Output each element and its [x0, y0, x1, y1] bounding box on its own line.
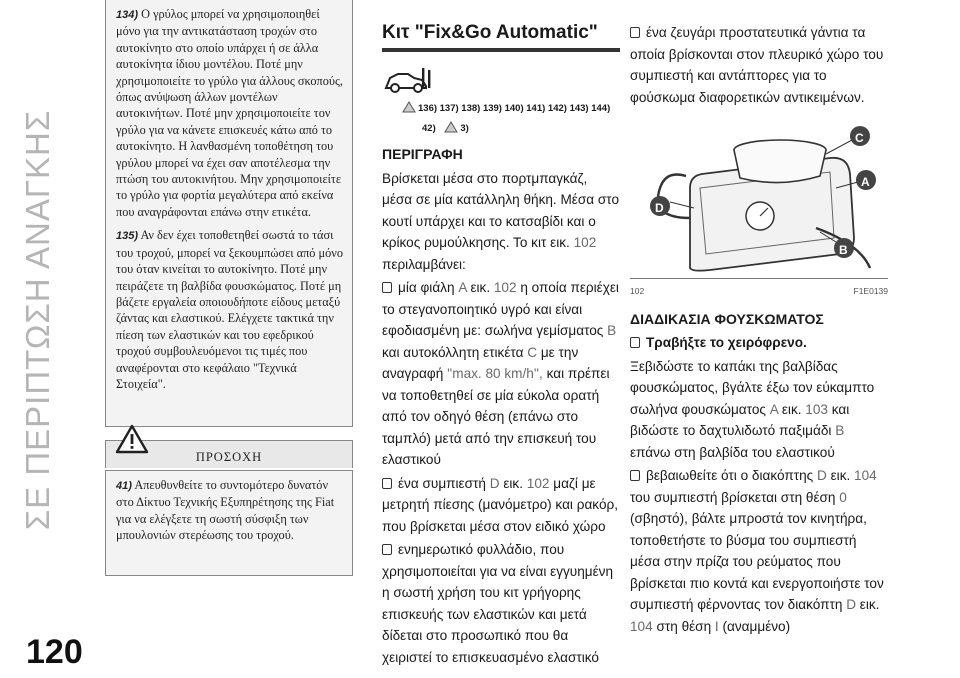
side-section-title-text: ΣΕ ΠΕΡΙΠΤΩΣΗ ΑΝΑΓΚΗΣ	[19, 109, 56, 531]
warning-text: Απευθυνθείτε το συντομότερο δυνατόν στο Δίκτυο Τεχνικής Εξυπηρέτησης της Fiat για να ελέγξετε τη σωστή σύσφιξη των μπουλονιών στερέωσης του τροχού.	[116, 478, 335, 543]
refs-text: 42)	[422, 123, 436, 134]
item-text: με την αναγραφή	[382, 344, 579, 381]
step-text: εικ.	[830, 468, 851, 483]
step-text: βεβαιωθείτε ότι ο διακόπτης	[646, 468, 814, 483]
switch-position: 0	[839, 489, 847, 505]
label-ref: D	[817, 468, 827, 483]
reference-row	[382, 64, 620, 134]
procedure-heading: ΔΙΑΔΙΚΑΣΙΑ ΦΟΥΣΚΩΜΑΤΟΣ	[630, 310, 824, 327]
refs-text: 3)	[460, 123, 469, 134]
item-text: εικ.	[470, 280, 491, 295]
item-text: ένα ζευγάρι προστατευτικά γάντια τα οποία βρίσκονται στον πλευρικό χώρο του συμπιεστή και αντάπτορες για το φούσκωμα διαφορετικών αντικειμένων.	[630, 25, 884, 105]
side-section-title	[8, 40, 68, 600]
step-text: (αναμμένο)	[722, 618, 791, 634]
label-ref: B	[835, 423, 845, 438]
checkbox-bullet-icon	[630, 337, 640, 348]
label-ref: B	[607, 323, 617, 338]
step-heading: Τραβήξτε το χειρόφρενο.	[646, 335, 807, 350]
figure-ref: 104	[630, 618, 653, 634]
step-text: στη θέση	[656, 618, 712, 634]
item-text: ενημερωτικό φυλλάδιο, που χρησιμοποιείται για να είναι εγγυημένη η σωστή χρήση του κιτ γρήγορης επισκευής των ελαστικών και μετά δίδεται στο προσωπικό που θα χειριστεί το επισκευασμένο ελαστικό	[382, 542, 614, 665]
note-134	[116, 6, 344, 220]
compressor-kit-illustration	[630, 118, 888, 278]
note-ref: 134)	[116, 9, 139, 21]
figure-ref: 102	[493, 280, 517, 295]
figure-ref: 103	[805, 401, 828, 417]
step-valve	[630, 356, 888, 464]
note-text: Ο γρύλος μπορεί να χρησιμοποιηθεί μόνο για την αντικατάσταση τροχών στο αυτοκίνητο στο οποίο υπάρχει ή σε άλλα αυτοκίνητα ίδιου μοντέλου. Ποτέ μην χρησιμοποιείτε το γρύλο για άλλους σκοπούς, όπως ανύψωση άλλων μοντέλων αυτοκινήτων. Ποτέ μην χρησιμοποιείτε τον γρύλο για να κάνετε επισκευές κάτω από το αυτοκίνητο. Η λανθασμένη τοποθέτηση του γρύλου μπορεί να έχει σαν αποτέλεσμα την πτώση του αυτοκινήτου. Μην χρησιμοποιείτε το γρύλο για φορτία μεγαλύτερα από εκείνα που αναγράφονται επάνω στην ετικέτα.	[116, 7, 343, 219]
warning-ref: 41)	[116, 480, 132, 492]
kit-figure	[630, 118, 888, 279]
step-text: και βιδώστε το δαχτυλιδωτό παξιμάδι	[630, 401, 850, 438]
item-text: μία φιάλη	[398, 280, 455, 295]
checkbox-bullet-icon	[382, 544, 392, 555]
item-text: ένα συμπιεστή	[398, 475, 486, 491]
section-title: Κιτ "Fix&Go Automatic"	[382, 22, 620, 52]
figure-label-c: C	[855, 131, 864, 145]
checkbox-bullet-icon	[382, 282, 392, 293]
checkbox-bullet-icon	[630, 470, 640, 481]
label-ref: D	[846, 597, 857, 612]
step-switch	[630, 465, 888, 637]
item-text: και αυτοκόλλητη ετικέτα	[382, 344, 524, 360]
checkbox-bullet-icon	[630, 27, 640, 38]
description-paragraph	[382, 168, 620, 276]
item-text: και πρέπει να τοποθετηθεί σε μία εύκολα ορατή από τον οδηγό θέση (επάνω στο ταμπλό) μετά από την επισκευή του ελαστικού	[382, 366, 610, 467]
label-ref: C	[527, 344, 538, 360]
caution-icon	[444, 121, 458, 133]
step-handbrake	[630, 332, 888, 354]
figure-ref: 104	[854, 468, 877, 483]
caution-icon	[402, 101, 416, 113]
step-text: εικ.	[859, 597, 880, 612]
warning-note	[116, 477, 344, 544]
label-ref: D	[489, 475, 500, 491]
step-text: επάνω στη βαλβίδα του ελαστικού	[630, 444, 835, 460]
list-item-bottle	[382, 277, 620, 471]
item-text: μαζί με μετρητή πίεσης (μανόμετρο) και ρακόρ, που βρίσκεται μέσα στον ειδικό χώρο	[382, 475, 619, 534]
step-text: (σβηστό), βάλτε μπροστά τον κινητήρα, τοποθετήστε το βύσμα του συμπιεστή μέσα στην πρίζα του ρεύματος που βρίσκεται πιο κοντά και ενεργοποιήστε τον συμπιεστή φέρνοντας τον διακόπτη	[630, 511, 884, 612]
step-text: Ξεβιδώστε το καπάκι της βαλβίδας φουσκώματος, βγάλτε έξω τον εύκαμπτο σωλήνα φουσκώματος	[630, 358, 875, 417]
warning-box	[105, 470, 353, 576]
middle-column	[382, 22, 620, 670]
warning-refs-line2	[422, 118, 469, 140]
step-text: εικ.	[781, 401, 802, 417]
figure-number: 102	[630, 286, 645, 296]
note-ref: 135)	[116, 230, 139, 243]
list-item-gloves	[630, 22, 888, 108]
description-text: περιλαμβάνει:	[382, 256, 466, 272]
description-text: Βρίσκεται μέσα στο πορτμπαγκάζ, μέσα σε μία κατάλληλη θήκη. Μέσα στο κουτί υπάρχει και το κατσαβίδι και ο κρίκος ρυμούλκησης. Το κιτ εικ.	[382, 170, 620, 250]
switch-position: I	[714, 618, 719, 634]
note-135	[116, 227, 344, 392]
figure-ref: 102	[573, 235, 597, 250]
figure-ref: 102	[526, 475, 550, 491]
figure-label-d: D	[655, 201, 664, 215]
step-text: του συμπιεστή βρίσκεται στη θέση	[630, 489, 836, 505]
item-text: η οποία περιέχει το στεγανοποιητικό υγρό και είναι εφοδιασμένη με: σωλήνα γεμίσματος	[382, 280, 619, 338]
figure-label-a: A	[861, 175, 870, 189]
list-item-leaflet	[382, 539, 620, 668]
warning-refs-line1	[402, 98, 610, 120]
left-column	[105, 0, 353, 678]
refs-text: 136) 137) 138) 139) 140) 141) 142) 143) 144)	[418, 103, 611, 114]
figure-label-b: B	[839, 243, 848, 257]
page-number: 120	[26, 633, 83, 671]
list-item-compressor	[382, 473, 620, 538]
description-heading: ΠΕΡΙΓΡΑΦΗ	[382, 146, 463, 162]
label-ref: A	[769, 401, 779, 417]
item-text: εικ.	[503, 475, 523, 491]
label-ref: A	[458, 280, 467, 295]
note-text: Αν δεν έχει τοποθετηθεί σωστά το τάσι του τροχού, μπορεί να ξεκουμπώσει από μόνο του όταν κινείται το αυτοκίνητο. Ποτέ μην πειράζετε τη βαλβίδα φουσκώματος. Ποτέ μη βάζετε εργαλεία οποιουδήποτε είδους μεταξύ ζάντας και ελαστικού. Ελέγχετε τακτικά την πίεση των ελαστικών και του εφεδρικού τροχού συμβουλευόμενοι τις τιμές που αναφέρονται στο κεφάλαιο "Τεχνικά Στοιχεία".	[116, 228, 343, 391]
figure-caption	[630, 281, 888, 303]
figure-code: F1E0139	[853, 286, 888, 296]
checkbox-bullet-icon	[382, 478, 392, 489]
max-speed-label: ''max. 80 km/h'',	[447, 366, 543, 381]
right-column	[630, 22, 888, 639]
notes-box	[105, 0, 353, 427]
car-tyre-icon	[382, 64, 434, 94]
warning-label: ΠΡΟΣΟΧΗ	[195, 450, 263, 464]
